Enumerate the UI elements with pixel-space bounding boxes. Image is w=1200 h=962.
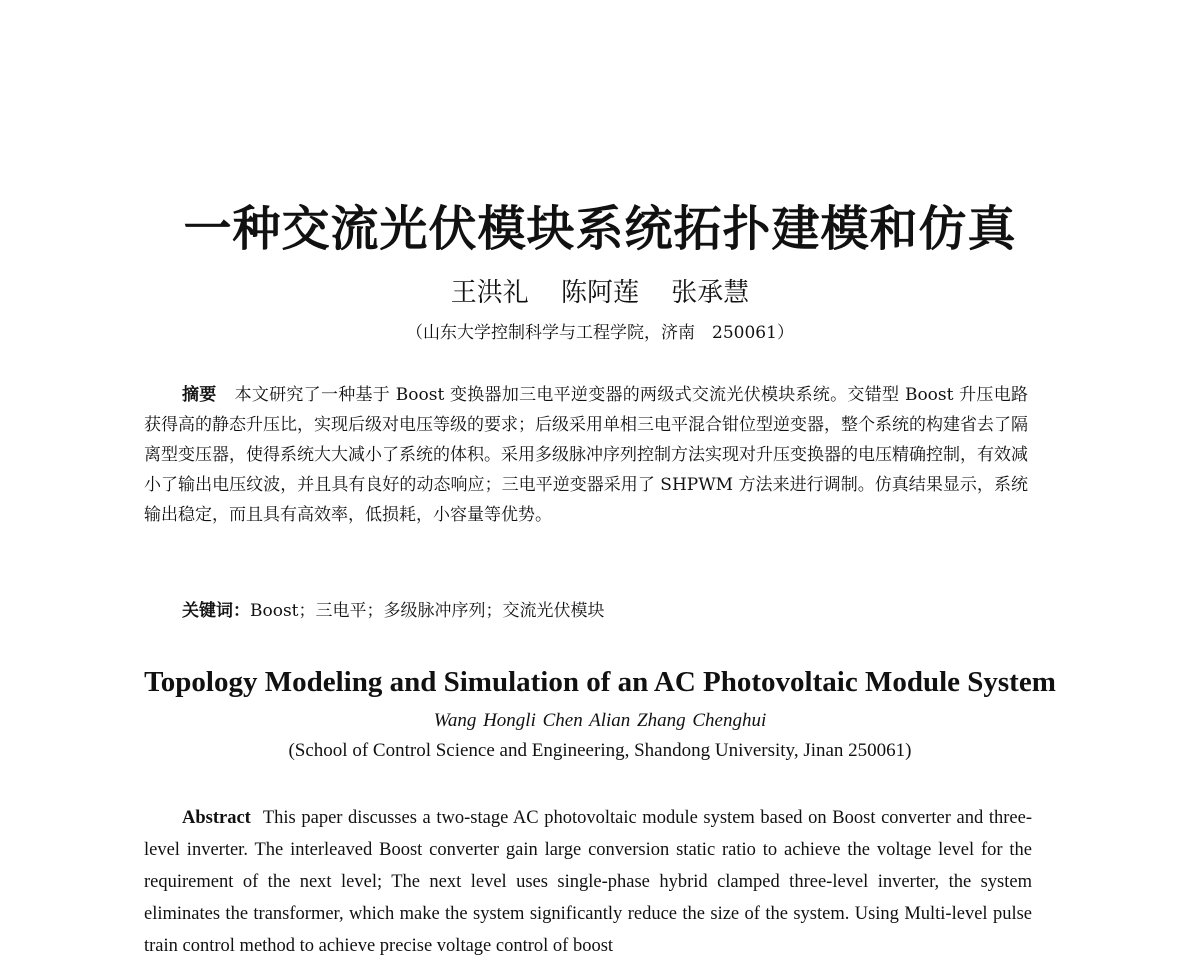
keywords-chinese: [182, 596, 605, 621]
keywords-chinese-text: Boost；三电平；多级脉冲序列；交流光伏模块: [250, 601, 605, 621]
authors-chinese: 王洪礼 陈阿莲 张承慧: [450, 278, 750, 308]
title-chinese: 一种交流光伏模块系统拓扑建模和仿真: [183, 201, 1017, 257]
title-english: Topology Modeling and Simulation of an AC Photovoltaic Module System: [144, 666, 1056, 698]
affiliation-english: (School of Control Science and Engineering, Shandong University, Jinan 250061): [288, 740, 912, 761]
abstract-chinese-text: 本文研究了一种基于 Boost 变换器加三电平逆变器的两级式交流光伏模块系统。交错型 Boost 升压电路获得高的静态升压比，实现后级对电压等级的要求；后级采用单相三电平混合钳位型逆变器，整个系统的构建省去了隔离型变压器，使得系统大大减小了系统的体积。采用多级脉冲序列控制方法实现对升压变换器的电压精确控制，有效减小了输出电压纹波，并且具有良好的动态响应；三电平逆变器采用了 SHPWM 方法来进行调制。仿真结果显示，系统输出稳定，而且具有高效率，低损耗，小容量等优势。: [144, 385, 1028, 525]
abstract-chinese: [144, 380, 1028, 530]
affiliation-chinese: （山东大学控制科学与工程学院，济南 250061）: [406, 323, 794, 343]
abstract-english-label: Abstract: [182, 808, 251, 828]
authors-english: Wang Hongli Chen Alian Zhang Chenghui: [433, 710, 767, 731]
abstract-chinese-label: 摘要: [182, 385, 217, 405]
keywords-chinese-label: 关键词：: [182, 601, 250, 621]
abstract-english: [144, 802, 1032, 962]
abstract-english-text: This paper discusses a two-stage AC photovoltaic module system based on Boost converter and three-level inverter. The interleaved Boost converter gain large conversion static ratio to achieve the voltage level for the requirement of the next level; The next level uses single-phase hybrid clamped three-level inverter, the system eliminates the transformer, which make the system significantly reduce the size of the system. Using Multi-level pulse train control method to achieve precise voltage control of boost: [144, 808, 1032, 956]
